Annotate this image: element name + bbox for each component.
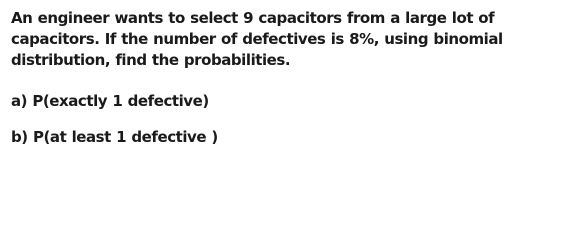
- question-part-b: b) P(at least 1 defective ): [11, 128, 218, 146]
- question-part-a: a) P(exactly 1 defective): [11, 92, 209, 110]
- problem-statement: An engineer wants to select 9 capacitors from a large lot of capacitors. If the number of defectives is 8%, using binomial distribution, find the probabilities.: [11, 9, 503, 69]
- question-document: [11, 8, 559, 148]
